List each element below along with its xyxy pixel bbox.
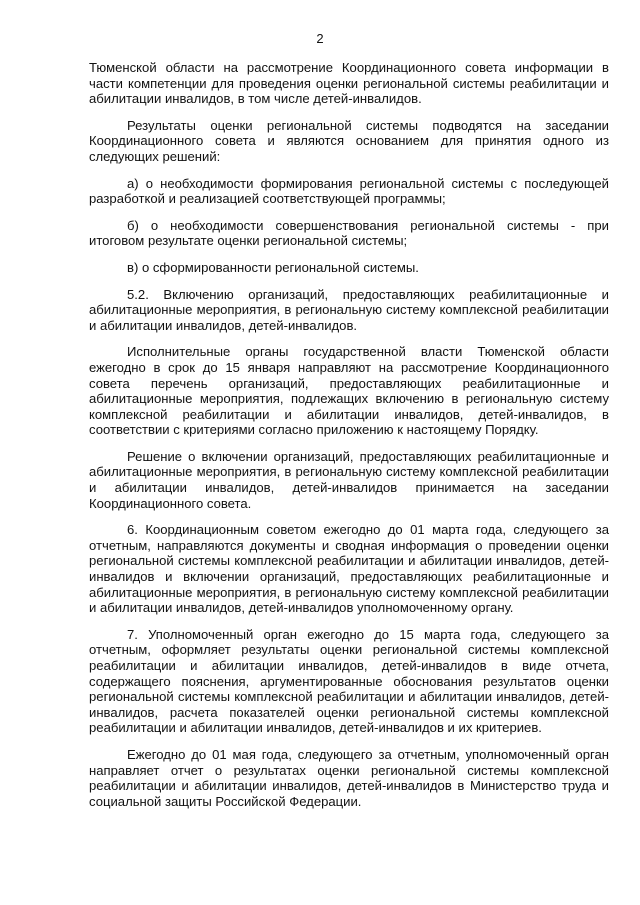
paragraph: Ежегодно до 01 мая года, следующего за отчетным, уполномоченный орган направляет отчет о результатах оценки региональной системы комплексной реабилитации и абилитации инвалидов, детей-инвалидов в Министерство труда и социальной защиты Российской Федерации. — [89, 746, 609, 809]
paragraph: б) о необходимости совершенствования региональной системы - при итоговом результате оценки региональной системы; — [89, 217, 609, 249]
paragraph: а) о необходимости формирования региональной системы с последующей разработкой и реализацией соответствующей программы; — [89, 175, 609, 207]
paragraph: Решение о включении организаций, предоставляющих реабилитационные и абилитационные мероприятия, в региональную систему комплексной реабилитации и абилитации инвалидов, детей-инвалидов принимается на заседании Координационного совета. — [89, 448, 609, 511]
paragraph: Тюменской области на рассмотрение Координационного совета информации в части компетенции для проведения оценки региональной системы реабилитации и абилитации инвалидов, в том числе детей-инвалидов. — [89, 60, 609, 107]
document-body — [89, 60, 609, 820]
paragraph: 5.2. Включению организаций, предоставляющих реабилитационные и абилитационные мероприятия, в региональную систему комплексной реабилитации и абилитации инвалидов, детей-инвалидов. — [89, 286, 609, 333]
paragraph: Результаты оценки региональной системы подводятся на заседании Координационного совета и являются основанием для принятия одного из следующих решений: — [89, 117, 609, 164]
paragraph: в) о сформированности региональной системы. — [127, 259, 419, 275]
paragraph: Исполнительные органы государственной власти Тюменской области ежегодно в срок до 15 января направляют на рассмотрение Координационного совета перечень организаций, предоставляющих реабилитационные и абилитационные мероприятия, подлежащих включению в региональную систему комплексной реабилитации и абилитации инвалидов, детей-инвалидов, в соответствии с критериями согласно приложению к настоящему Порядку. — [89, 344, 609, 438]
page-number: 2 — [316, 31, 324, 46]
paragraph: 6. Координационным советом ежегодно до 01 марта года, следующего за отчетным, направляются документы и сводная информация о проведении оценки региональной системы комплексной реабилитации и абилитации инвалидов, детей-инвалидов и включении организаций, предоставляющих реабилитационные и абилитационные мероприятия, в региональную систему комплексной реабилитации и абилитации инвалидов, детей-инвалидов уполномоченному органу. — [89, 522, 609, 616]
paragraph: 7. Уполномоченный орган ежегодно до 15 марта года, следующего за отчетным, оформляет результаты оценки региональной системы комплексной реабилитации и абилитации инвалидов, детей-инвалидов в виде отчета, содержащего пояснения, аргументированные обоснования результатов оценки региональной системы комплексной реабилитации и абилитации инвалидов, детей-инвалидов, расчета показателей оценки региональной системы комплексной реабилитации и абилитации инвалидов, детей-инвалидов и их критериев. — [89, 626, 609, 736]
